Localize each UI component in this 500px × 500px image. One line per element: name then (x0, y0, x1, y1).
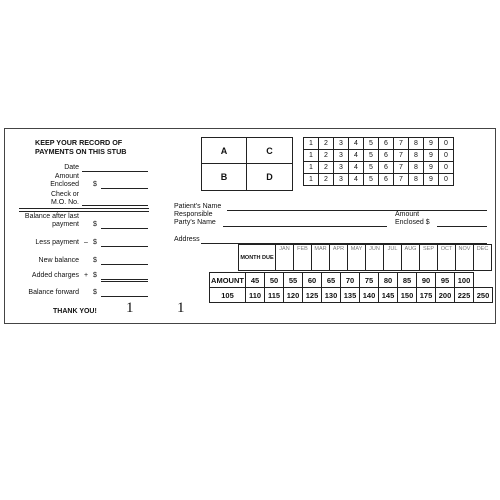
minus-sign: – (84, 239, 88, 246)
amount-cell[interactable]: 135 (341, 288, 360, 303)
responsible-label: Responsible (174, 211, 213, 218)
divider (19, 208, 149, 212)
amount-label: Amount (395, 211, 420, 218)
digit-cell[interactable]: 6 (379, 162, 394, 174)
amount-cell[interactable]: 60 (303, 273, 322, 288)
grid-cell-b[interactable]: B (202, 164, 247, 190)
date-label: Date (64, 164, 79, 171)
digit-cell[interactable]: 3 (334, 162, 349, 174)
date-line[interactable] (82, 171, 148, 172)
digit-cell[interactable]: 2 (319, 162, 334, 174)
digit-cell[interactable]: 9 (424, 174, 439, 186)
digit-cell[interactable]: 5 (364, 174, 379, 186)
balance-forward-label: Balance forward (28, 289, 79, 296)
balance-after-label: Balance after last payment (24, 213, 79, 228)
added-charges-label: Added charges (31, 272, 79, 279)
amount-cell[interactable]: 175 (417, 288, 436, 303)
digit-cell[interactable]: 7 (394, 138, 409, 150)
enclosed-label: Enclosed $ (395, 219, 430, 226)
amount-cell[interactable]: 65 (322, 273, 341, 288)
month-due-grid (238, 244, 492, 271)
amount-cell[interactable]: 50 (265, 273, 284, 288)
new-balance-line[interactable] (101, 264, 148, 265)
amount-cell[interactable]: 95 (436, 273, 455, 288)
grid-cell-a[interactable]: A (202, 138, 247, 164)
digit-cell[interactable]: 5 (364, 138, 379, 150)
dollar-sign: $ (93, 239, 97, 246)
amount-cell[interactable]: 145 (379, 288, 398, 303)
digit-cell[interactable]: 2 (319, 174, 334, 186)
digit-cell[interactable]: 6 (379, 174, 394, 186)
month-cell[interactable]: DEC (474, 245, 492, 271)
digit-grid (303, 137, 454, 186)
dollar-sign: $ (93, 257, 97, 264)
digit-cell[interactable]: 6 (379, 150, 394, 162)
digit-cell[interactable]: 9 (424, 162, 439, 174)
party-name-line[interactable] (223, 226, 387, 227)
digit-cell[interactable]: 4 (349, 138, 364, 150)
digit-cell[interactable]: 2 (319, 150, 334, 162)
amount-cell[interactable]: 105 (210, 288, 246, 303)
dollar-sign: $ (93, 221, 97, 228)
month-cell[interactable]: OCT (438, 245, 456, 271)
digit-cell[interactable]: 8 (409, 138, 424, 150)
digit-cell[interactable]: 8 (409, 150, 424, 162)
digit-cell[interactable]: 1 (304, 162, 319, 174)
digit-cell[interactable]: 3 (334, 138, 349, 150)
amount-cell[interactable]: 140 (360, 288, 379, 303)
address-label: Address (174, 236, 200, 243)
amount-cell[interactable]: 90 (417, 273, 436, 288)
digit-row (304, 150, 454, 162)
dollar-sign: $ (93, 272, 97, 279)
digit-cell[interactable]: 5 (364, 150, 379, 162)
amount-cell[interactable]: 100 (455, 273, 474, 288)
digit-row (304, 174, 454, 186)
digit-cell[interactable]: 0 (439, 150, 454, 162)
month-cell[interactable]: NOV (456, 245, 474, 271)
amount-cell[interactable]: 115 (265, 288, 284, 303)
amount-cell[interactable]: 150 (398, 288, 417, 303)
amount-cell[interactable]: 125 (303, 288, 322, 303)
digit-cell[interactable]: 0 (439, 138, 454, 150)
new-balance-label: New balance (38, 257, 79, 264)
digit-cell[interactable]: 4 (349, 162, 364, 174)
digit-cell[interactable]: 0 (439, 174, 454, 186)
patient-name-label: Patient's Name (174, 203, 222, 210)
month-cell[interactable]: APR (330, 245, 348, 271)
digit-cell[interactable]: 1 (304, 138, 319, 150)
amount-cell[interactable]: 120 (284, 288, 303, 303)
thank-you: THANK YOU! (53, 308, 97, 315)
month-cell[interactable]: MAR (312, 245, 330, 271)
amount-cell[interactable]: 225 (455, 288, 474, 303)
amount-cell[interactable]: 130 (322, 288, 341, 303)
amount-enclosed-line[interactable] (101, 188, 148, 189)
amount-enclosed-label: Amount Enclosed (50, 173, 79, 188)
digit-cell[interactable]: 9 (424, 150, 439, 162)
abcd-grid (201, 137, 293, 191)
less-payment-line[interactable] (101, 246, 148, 247)
month-cell[interactable]: JAN (276, 245, 294, 271)
month-cell[interactable]: FEB (294, 245, 312, 271)
balance-after-line[interactable] (101, 228, 148, 229)
digit-cell[interactable]: 2 (319, 138, 334, 150)
amount-cell[interactable]: 55 (284, 273, 303, 288)
amount-cell[interactable]: 250 (474, 288, 493, 303)
plus-sign: + (84, 272, 89, 279)
digit-cell[interactable]: 1 (304, 150, 319, 162)
added-charges-underline (101, 281, 148, 282)
digit-cell[interactable]: 8 (409, 174, 424, 186)
stub-header: KEEP YOUR RECORD OF PAYMENTS ON THIS STUB (35, 138, 127, 156)
digit-cell[interactable]: 8 (409, 162, 424, 174)
digit-cell[interactable]: 1 (304, 174, 319, 186)
added-charges-line[interactable] (101, 279, 148, 280)
amount-grid (209, 272, 493, 303)
check-label: Check or M.O. No. (50, 191, 79, 206)
amount-cell[interactable]: 70 (341, 273, 360, 288)
digit-cell[interactable]: 3 (334, 150, 349, 162)
grid-cell-c[interactable]: C (247, 138, 292, 164)
amount-cell[interactable]: 110 (246, 288, 265, 303)
digit-cell[interactable]: 7 (394, 162, 409, 174)
dollar-sign: $ (93, 289, 97, 296)
digit-row (304, 162, 454, 174)
amount-enclosed-field[interactable] (437, 226, 487, 227)
digit-row (304, 138, 454, 150)
digit-cell[interactable]: 9 (424, 138, 439, 150)
check-line[interactable] (82, 205, 148, 206)
less-payment-label: Less payment (35, 239, 79, 246)
grid-cell-d[interactable]: D (266, 172, 273, 182)
digit-cell[interactable]: 4 (349, 174, 364, 186)
form-number: 1 (177, 300, 185, 316)
month-cell[interactable]: AUG (402, 245, 420, 271)
amount-cell[interactable]: 75 (360, 273, 379, 288)
digit-cell[interactable]: 7 (394, 174, 409, 186)
month-cell[interactable]: JUL (384, 245, 402, 271)
stub-number: 1 (126, 300, 134, 316)
month-cell[interactable]: SEP (420, 245, 438, 271)
digit-cell[interactable]: 6 (379, 138, 394, 150)
balance-forward-line[interactable] (101, 296, 148, 297)
party-name-label: Party's Name (174, 219, 216, 226)
digit-cell[interactable]: 4 (349, 150, 364, 162)
dollar-sign: $ (93, 181, 97, 188)
digit-cell[interactable]: 3 (334, 174, 349, 186)
amount-header: AMOUNT (210, 273, 246, 288)
amount-cell[interactable]: 80 (379, 273, 398, 288)
amount-cell[interactable]: 85 (398, 273, 417, 288)
digit-cell[interactable]: 5 (364, 162, 379, 174)
month-cell[interactable]: JUN (366, 245, 384, 271)
patient-name-line[interactable] (227, 210, 487, 211)
month-due-label: MONTH DUE (239, 245, 276, 271)
amount-cell[interactable]: 200 (436, 288, 455, 303)
payment-coupon (4, 128, 496, 324)
digit-cell[interactable]: 7 (394, 150, 409, 162)
amount-cell[interactable]: 45 (246, 273, 265, 288)
digit-cell[interactable]: 0 (439, 162, 454, 174)
month-cell[interactable]: MAY (348, 245, 366, 271)
